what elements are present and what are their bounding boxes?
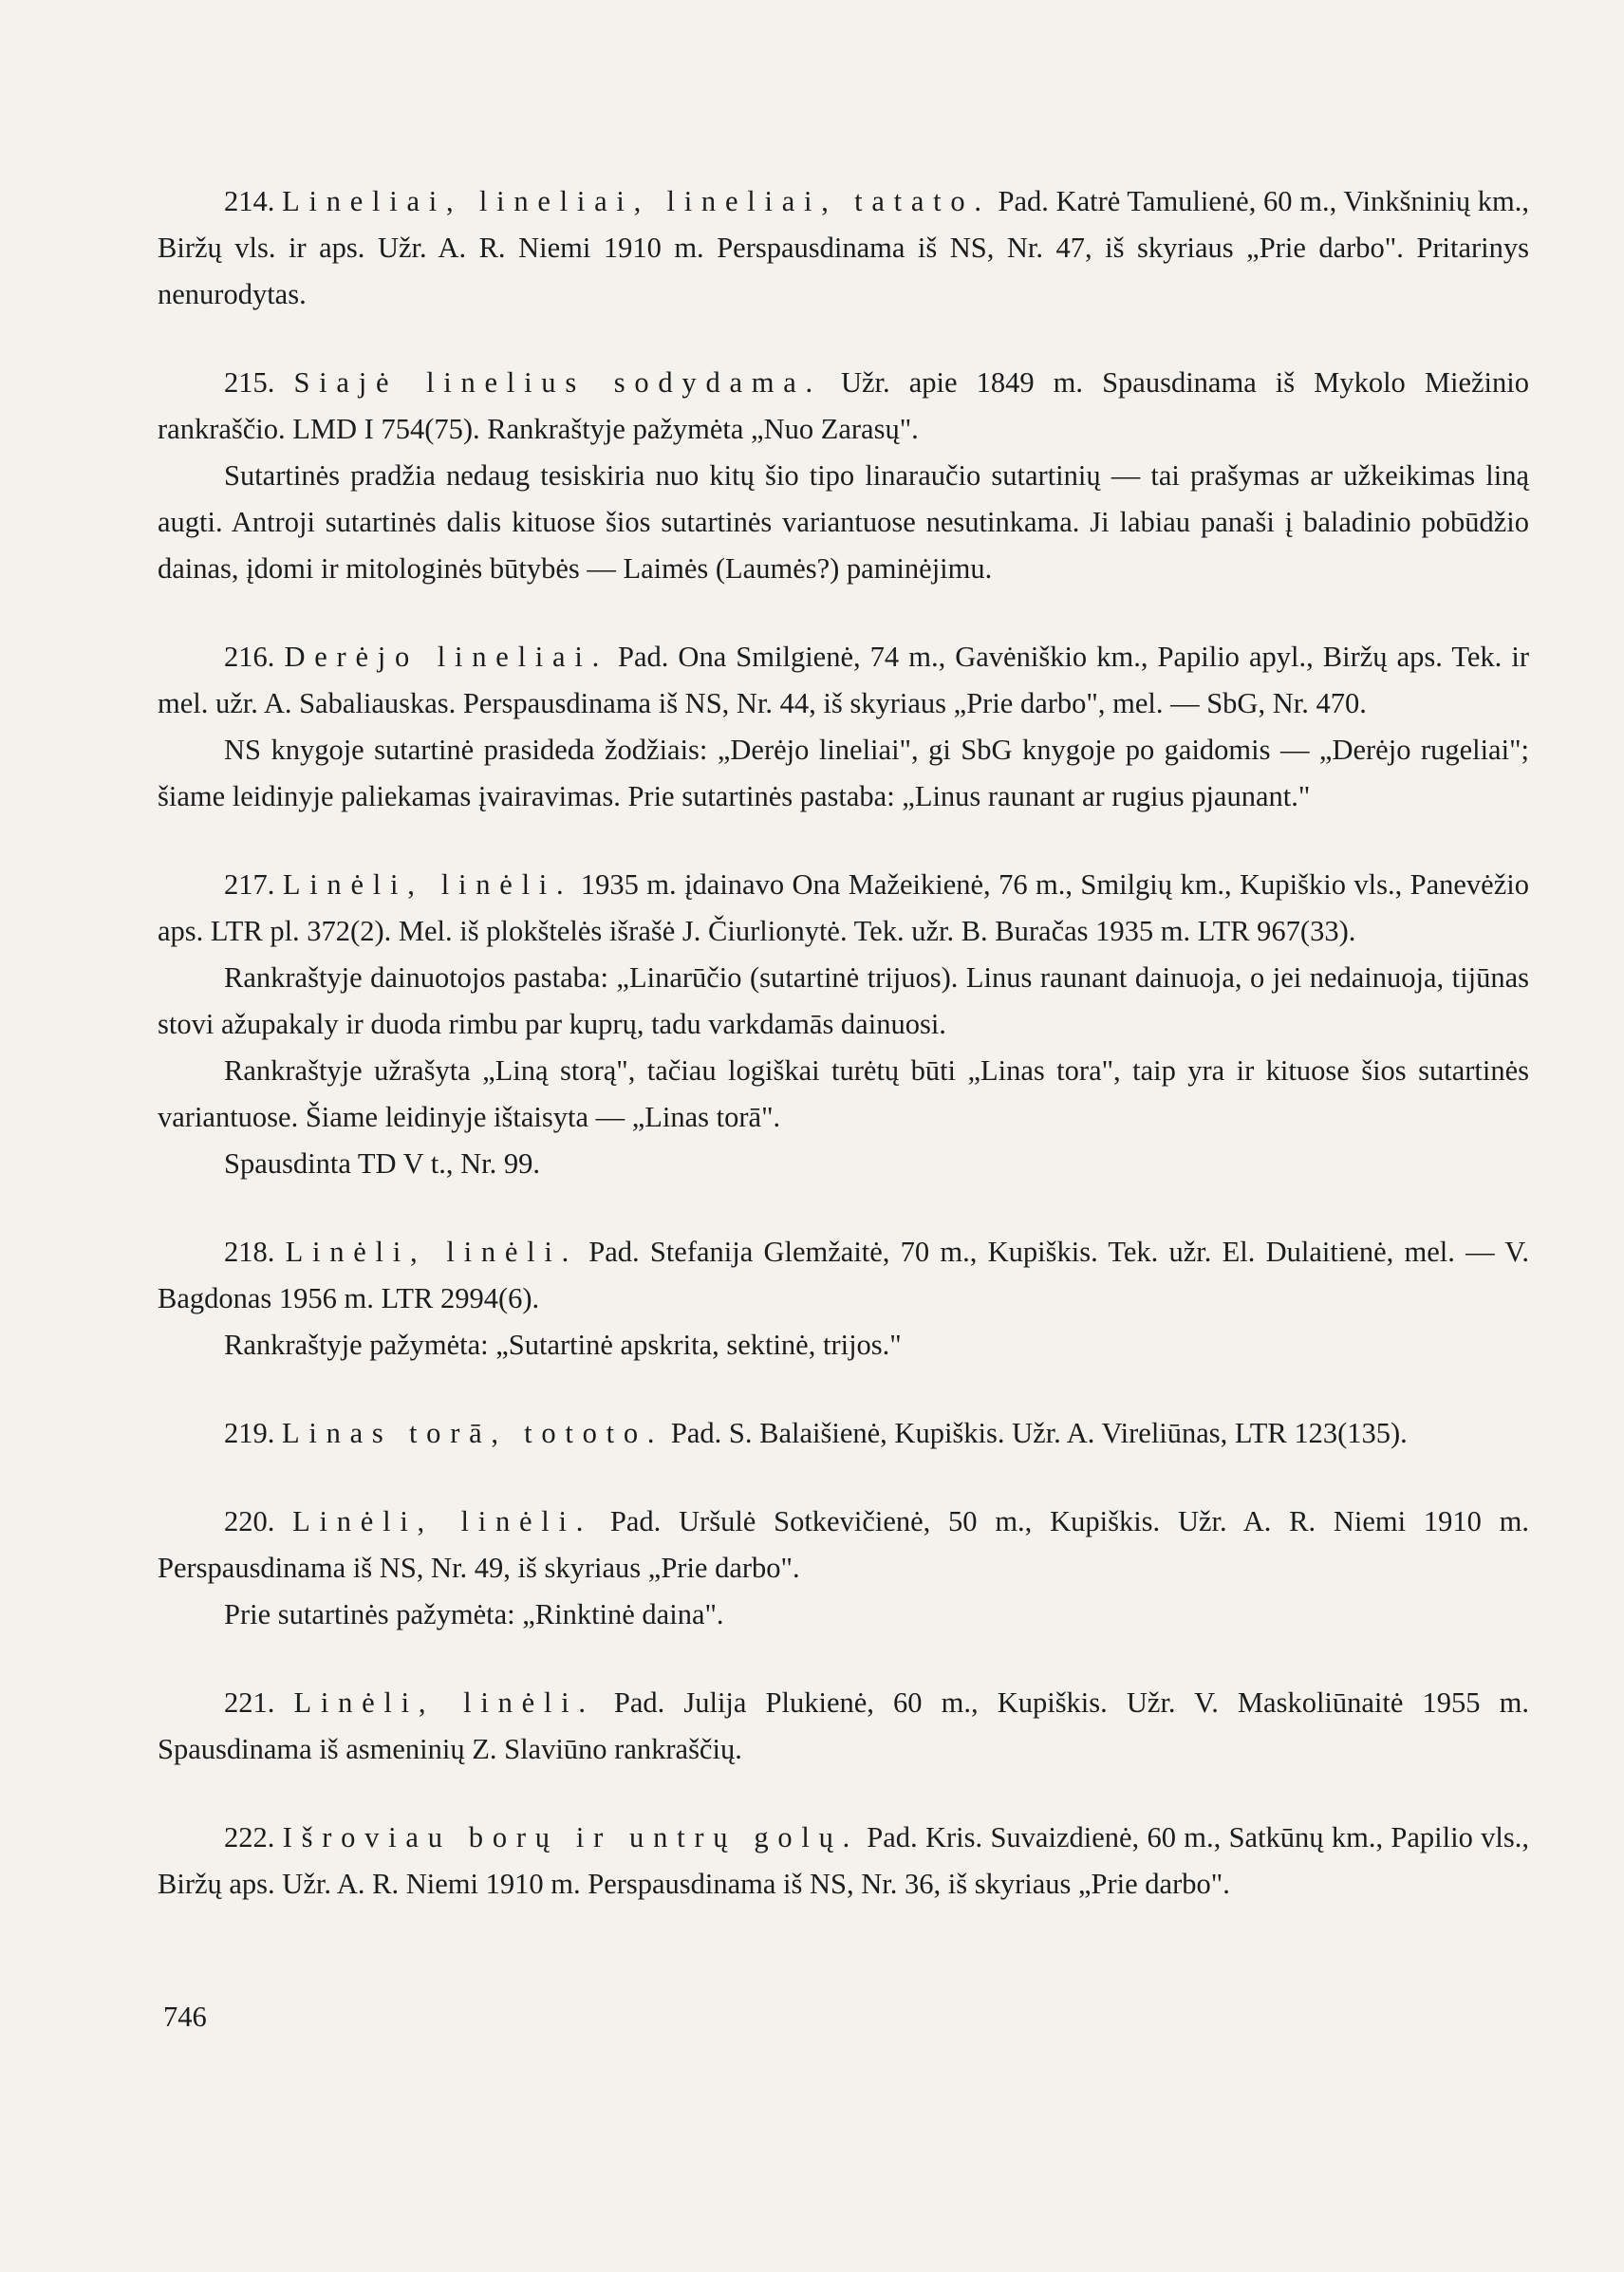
entry-note: Rankraštyje užrašyta „Liną storą", tačiau logiškai turėtų būti „Linas tora", taip yra ir kituose šios sutartinės variantuose. Šiame leidinyje ištaisyta — „Linas torā". xyxy=(158,1054,1529,1133)
entry-text: Pad. Kris. Suvaizdienė, 60 m., Satkūnų km., Papilio vls., Biržų aps. Užr. A. R. Niemi 1910 m. Perspausdinama iš NS, Nr. 36, iš skyriaus „Prie darbo". xyxy=(158,1821,1530,1900)
entry-title: Linėli, linėli. xyxy=(292,1505,593,1537)
entry-text: Pad. Ona Smilgienė, 74 m., Gavėniškio km., Papilio apyl., Biržų aps. Tek. ir mel. užr. A. Sabaliauskas. Perspausdinama iš NS, Nr. 44, iš skyriaus „Prie darbo", mel. — SbG, Nr. 470. xyxy=(158,641,1529,719)
entry-216 xyxy=(158,634,1529,820)
entry-title: Linas torā, tototo. xyxy=(282,1417,664,1449)
entry-note: Sutartinės pradžia nedaug tesiskiria nuo kitų šio tipo linaraučio sutartinių — tai prašymas ar užkeikimas liną augti. Antroji sutartinės dalis kituose šios sutartinės variantuose nesutinkama. Ji labiau panaši į baladinio pobūdžio dainas, įdomi ir mitologinės būtybės — Laimės (Laumės?) paminėjimu. xyxy=(158,459,1529,585)
page-number: 746 xyxy=(163,2001,207,2033)
entry-number: 221. xyxy=(224,1686,275,1719)
entry-number: 216. xyxy=(224,641,275,673)
entry-note: Rankraštyje pažymėta: „Sutartinė apskrita, sektinė, trijos." xyxy=(224,1329,902,1361)
entry-number: 220. xyxy=(224,1505,275,1537)
entry-220 xyxy=(158,1499,1529,1638)
entry-title: Lineliai, lineliai, lineliai, tatato. xyxy=(282,185,991,217)
entry-218 xyxy=(158,1229,1529,1369)
entry-221 xyxy=(158,1680,1529,1773)
entry-217 xyxy=(158,862,1529,1187)
entry-number: 219. xyxy=(224,1417,275,1449)
entry-text: Pad. Uršulė Sotkevičienė, 50 m., Kupiškis. Užr. A. R. Niemi 1910 m. Perspausdinama iš NS, Nr. 49, iš skyriaus „Prie darbo". xyxy=(158,1505,1529,1584)
entry-title: Išroviau borų ir untrų golų. xyxy=(282,1821,859,1853)
entry-title: Linėli, linėli. xyxy=(285,1236,579,1268)
entry-number: 214. xyxy=(224,185,275,217)
entry-text: Užr. apie 1849 m. Spausdinama iš Mykolo Miežinio rankraščio. LMD I 754(75). Rankraštyje pažymėta „Nuo Zarasų". xyxy=(158,366,1529,445)
entry-number: 215. xyxy=(224,366,275,399)
entry-215 xyxy=(158,360,1529,592)
entry-text: Pad. Julija Plukienė, 60 m., Kupiškis. Užr. V. Maskoliūnaitė 1955 m. Spausdinama iš asmeninių Z. Slaviūno rankraščių. xyxy=(158,1686,1529,1765)
entry-number: 218. xyxy=(224,1236,275,1268)
entry-text: Pad. S. Balaišienė, Kupiškis. Užr. A. Vireliūnas, LTR 123(135). xyxy=(663,1417,1408,1449)
entry-text: 1935 m. įdainavo Ona Mažeikienė, 76 m., Smilgių km., Kupiškio vls., Panevėžio aps. LTR pl. 372(2). Mel. iš plokštelės išrašė J. Čiurlionytė. Tek. užr. B. Buračas 1935 m. LTR 967(33). xyxy=(158,868,1529,947)
entry-title: Derėjo lineliai. xyxy=(284,641,608,673)
entry-text: Pad. Stefanija Glemžaitė, 70 m., Kupiškis. Tek. užr. El. Dulaitienė, mel. — V. Bagdonas 1956 m. LTR 2994(6). xyxy=(158,1236,1529,1314)
entry-219 xyxy=(158,1410,1529,1457)
entry-number: 217. xyxy=(224,868,275,901)
entry-text: Pad. Katrė Tamulienė, 60 m., Vinkšninių km., Biržų vls. ir aps. Užr. A. R. Niemi 1910 m. Perspausdinama iš NS, Nr. 47, iš skyriaus „Prie darbo". Pritarinys nenurodytas. xyxy=(158,185,1530,310)
entry-note: Rankraštyje dainuotojos pastaba: „Linarūčio (sutartinė trijuos). Linus raunant dainuoja, o jei nedainuoja, tijūnas stovi ažupakaly ir duoda rimbu par kuprų, tadu varkdamās dainuosi. xyxy=(158,961,1529,1040)
entry-note: Prie sutartinės pažymėta: „Rinktinė daina". xyxy=(224,1598,724,1630)
entry-title: Siajė linelius sodydama. xyxy=(293,366,822,399)
entry-222 xyxy=(158,1815,1529,1908)
entry-note: NS knygoje sutartinė prasideda žodžiais: „Derėjo lineliai", gi SbG knygoje po gaidomis — „Derėjo rugeliai"; šiame leidinyje paliekamas įvairavimas. Prie sutartinės pastaba: „Linus raunant ar rugius pjaunant." xyxy=(158,734,1529,812)
entry-note: Spausdinta TD V t., Nr. 99. xyxy=(224,1147,540,1180)
entry-214 xyxy=(158,178,1529,318)
entry-title: Linėli, linėli. xyxy=(282,868,573,901)
entry-number: 222. xyxy=(224,1821,275,1853)
entry-title: Linėli, linėli. xyxy=(293,1686,595,1719)
